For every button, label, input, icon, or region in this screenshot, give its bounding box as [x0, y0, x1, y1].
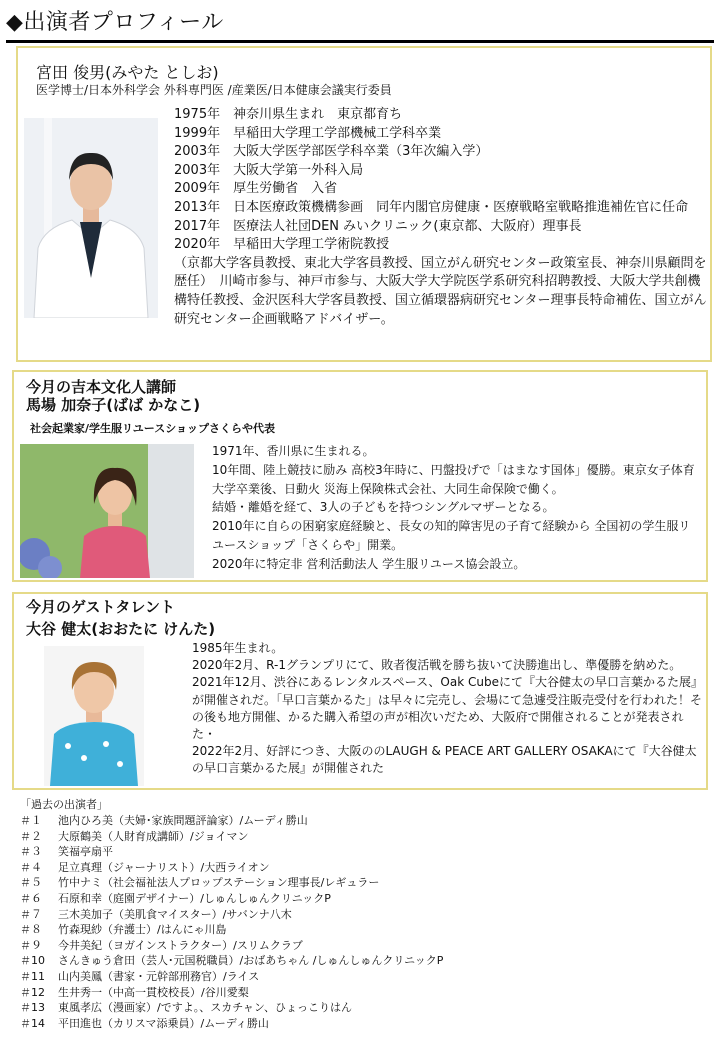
bio-line: （京都大学客員教授、東北大学客員教授、国立がん研究センター政策室長、神奈川県顧問を歴任） 川崎市参与、神戸市参与、大阪大学大学院医学系研究科招聘教授、大阪大学共創機構特任教授、金沢医科大学客員教授、国立循環器病研究センター理事長特命補佐、国立がん研究センター企画戦略アドバイザー。: [174, 255, 707, 327]
bio-line: 1975年 神奈川県生まれ 東京都育ち: [174, 107, 403, 122]
bio-line: 2020年2月、R-1グランプリにて、敗者復活戦を勝ち抜いて決勝進出し、準優勝を納めた。: [192, 658, 682, 673]
profile-photo: [20, 444, 194, 578]
list-item-text: 今井美紀（ヨガインストラクター）/スリムクラブ: [58, 938, 303, 952]
list-item-number: ＃13: [20, 1001, 45, 1015]
list-item: [20, 907, 700, 923]
list-item-number: ＃９: [20, 938, 42, 952]
bio-line: 2017年 医療法人社団DEN みいクリニック(東京都、大阪府）理事長: [174, 218, 582, 234]
profile-card-baba: [12, 370, 708, 582]
list-item: [20, 1000, 700, 1016]
list-item-text: 竹中ナミ（社会福祉法人プロップステーション理事長/レギュラー: [58, 876, 380, 890]
section-label: 今月の吉本文化人講師: [26, 378, 177, 396]
list-item-number: ＃10: [20, 954, 45, 968]
list-item: [20, 922, 700, 938]
list-item-text: 竹森現紗（弁護士）/はんにゃ川島: [58, 923, 227, 937]
list-item-number: ＃１: [20, 814, 42, 827]
list-item-number: ＃２: [20, 829, 42, 843]
profile-name: 宮田 俊男(みやた としお): [36, 63, 219, 82]
list-item: [20, 844, 700, 860]
bio-line: 2009年 厚生労働省 入省: [174, 181, 338, 197]
list-item-text: 笑福亭扇平: [58, 845, 113, 859]
list-item-number: ＃７: [20, 907, 42, 921]
list-item: [20, 875, 700, 891]
list-item-text: 山内美鳳（書家・元幹部刑務官）/ライス: [58, 969, 260, 983]
list-item-number: ＃６: [20, 891, 42, 905]
list-item-number: ＃４: [20, 860, 42, 874]
list-item: [20, 985, 700, 1001]
list-item: [20, 860, 700, 876]
list-item: [20, 829, 700, 845]
list-item-text: 東風孝広（漫画家）/ですよ。、スカチャン、ひょっこりはん: [58, 1001, 352, 1015]
profile-bio: [192, 640, 704, 778]
list-item: [20, 891, 700, 907]
page-title: ◆出演者プロフィール: [6, 10, 224, 35]
profile-photo: [44, 646, 144, 786]
list-item-text: 大原鶴美（人財育成講師）/ジョイマン: [58, 829, 249, 843]
profile-title: 医学博士/日本外科学会 外科専門医 /産業医/日本健康会議実行委員: [36, 83, 392, 97]
profile-title: 社会起業家/学生服リユースショップさくらや代表: [30, 422, 276, 435]
profile-bio: [174, 106, 708, 329]
bio-line: 1985年生まれ。: [192, 641, 284, 655]
list-item-text: 生井秀一（中高一貫校校長）/谷川愛梨: [58, 985, 249, 999]
profile-bio: [212, 442, 702, 574]
profile-name: 馬場 加奈子(ばば かなこ): [26, 396, 201, 414]
page-header: [6, 6, 714, 43]
bio-line: 2003年 大阪大学医学部医学科卒業（3年次編入学）: [174, 144, 489, 160]
list-item-number: ＃５: [20, 876, 42, 890]
section-label: 今月のゲストタレント: [26, 598, 176, 616]
bio-line: 2021年12月、渋谷にあるレンタルスペース、Oak Cubeにて『大谷健太の早口言葉かるた展』が開催されだ。「早口言葉かるた」は早々に完売し、会場にて急遽受注販売受付を行われた！その後も地方開催、かるた購入希望の声が相次いだため、大阪府で開催されることが発表された・: [192, 675, 703, 742]
profile-name: 大谷 健太(おおたに けんた): [26, 620, 216, 638]
profile-card-miyata: [16, 46, 712, 362]
bio-line: 2020年 早稲田大学理工学術院教授: [174, 237, 390, 253]
list-item: [20, 938, 700, 954]
list-item-text: さんきゅう倉田（芸人･元国税職員）/おばあちゃん /しゅんしゅんクリニックP: [58, 954, 444, 968]
list-item-number: ＃12: [20, 985, 45, 999]
bio-line: 1971年、香川県に生まれる。: [212, 444, 375, 458]
list-item: [20, 969, 700, 985]
list-item-text: 石原和幸（庭園デザイナー）/しゅんしゅんクリニックP: [58, 891, 331, 905]
list-item-number: ＃８: [20, 923, 42, 937]
profile-card-otani: [12, 592, 708, 790]
bio-line: 1999年 早稲田大学理工学部機械工学科卒業: [174, 125, 442, 141]
bio-line: 2013年 日本医療政策機構参画 同年内閣官房健康・医療戦略室戦略推進補佐官に任命: [174, 199, 689, 215]
list-item-number: ＃11: [20, 969, 45, 983]
past-performers-heading: 「過去の出演者」: [20, 798, 108, 811]
list-item-text: 足立真理（ジャーナリスト）/大西ライオン: [58, 860, 270, 874]
profile-photo: [24, 118, 158, 318]
bio-line: 10年間、陸上競技に励み 高校3年時に、円盤投げで「はまなす国体」優勝。東京女子体育大学卒業後、日動火 災海上保険株式会社、大同生命保険で働く。: [212, 462, 695, 496]
past-performers: [20, 796, 700, 1031]
bio-line: 2010年に自らの困窮家庭経験と、長女の知的障害児の子育て経験から 全国初の学生服リユースショップ「さくらや」開業。: [212, 519, 691, 552]
bio-line: 結婚・離婚を経て、3人の子どもを持つシングルマザーとなる。: [212, 500, 555, 515]
list-item-text: 三木美加子（美肌食マイスター）/サバンナ八木: [58, 907, 292, 921]
list-item: [20, 813, 700, 829]
list-item-number: ＃14: [20, 1016, 45, 1030]
list-item: [20, 953, 700, 969]
list-item-text: 池内ひろ美（夫婦･家族問題評論家）/ムーディ勝山: [58, 814, 308, 827]
list-item-text: 平田進也（カリスマ添乗員）/ムーディ勝山: [58, 1016, 269, 1030]
bio-line: 2022年2月、好評につき、大阪ののLAUGH & PEACE ART GALLERY OSAKAにて『大谷健太の早口言葉かるた展』が開催された: [192, 744, 697, 776]
list-item-number: ＃３: [20, 845, 42, 859]
list-item: [20, 1016, 700, 1032]
bio-line: 2020年に特定非 営利活動法人 学生服リユース協会設立。: [212, 556, 526, 571]
bio-line: 2003年 大阪大学第一外科入局: [174, 162, 364, 178]
